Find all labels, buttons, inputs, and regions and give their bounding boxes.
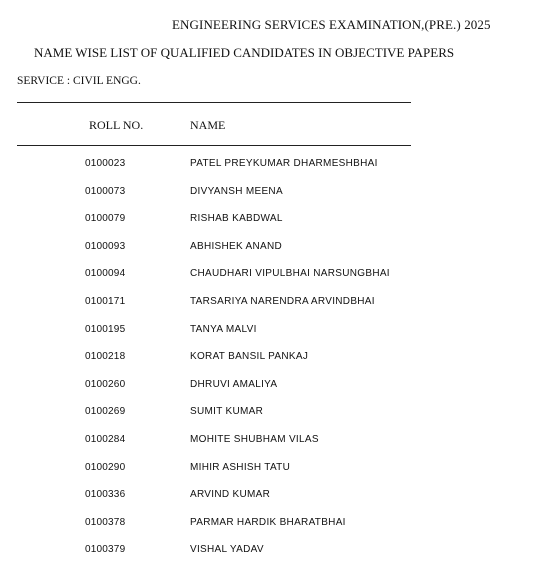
roll-number: 0100195 <box>85 323 126 335</box>
roll-number: 0100171 <box>85 295 126 307</box>
table-row <box>0 351 542 379</box>
roll-number: 0100094 <box>85 268 126 280</box>
candidate-name: TANYA MALVI <box>190 323 257 335</box>
table-row <box>0 406 542 434</box>
table-row <box>0 186 542 214</box>
table-row <box>0 241 542 269</box>
roll-number: 0100218 <box>85 351 126 363</box>
table-row <box>0 296 542 324</box>
roll-number: 0100379 <box>85 544 126 556</box>
candidate-name: PATEL PREYKUMAR DHARMESHBHAI <box>190 158 378 169</box>
candidate-name: ABHISHEK ANAND <box>190 240 283 252</box>
column-header-roll-no: ROLL NO. <box>89 118 144 132</box>
table-row <box>0 158 542 186</box>
candidate-name: KORAT BANSIL PANKAJ <box>190 351 309 363</box>
table-row <box>0 213 542 241</box>
candidate-name: VISHAL YADAV <box>190 544 264 556</box>
exam-title: ENGINEERING SERVICES EXAMINATION,(PRE.) 2025 <box>172 17 491 32</box>
candidate-name: ARVIND KUMAR <box>190 489 271 501</box>
roll-number: 0100284 <box>85 433 126 445</box>
roll-number: 0100093 <box>85 240 126 252</box>
table-row <box>0 268 542 296</box>
roll-number: 0100073 <box>85 185 126 197</box>
list-subtitle: NAME WISE LIST OF QUALIFIED CANDIDATES IN OBJECTIVE PAPERS <box>34 45 455 60</box>
candidate-name: CHAUDHARI VIPULBHAI NARSUNGBHAI <box>190 268 390 280</box>
candidate-name: RISHAB KABDWAL <box>190 213 283 225</box>
header-bottom-rule <box>17 145 411 146</box>
candidate-name: MIHIR ASHISH TATU <box>190 461 291 473</box>
candidate-name: DIVYANSH MEENA <box>190 185 283 197</box>
candidate-name: SUMIT KUMAR <box>190 406 264 418</box>
roll-number: 0100269 <box>85 406 126 418</box>
candidate-list <box>0 158 542 572</box>
table-row <box>0 544 542 572</box>
table-row <box>0 379 542 407</box>
roll-number: 0100290 <box>85 461 126 473</box>
roll-number: 0100260 <box>85 378 126 390</box>
candidate-name: TARSARIYA NARENDRA ARVINDBHAI <box>190 295 375 307</box>
roll-number: 0100378 <box>85 516 126 528</box>
table-row <box>0 324 542 352</box>
candidate-name: PARMAR HARDIK BHARATBHAI <box>190 516 346 528</box>
roll-number: 0100079 <box>85 213 126 225</box>
roll-number: 0100336 <box>85 489 126 501</box>
service-label: SERVICE : CIVIL ENGG. <box>17 75 141 87</box>
roll-number: 0100023 <box>85 158 126 169</box>
column-header-name: NAME <box>190 118 226 132</box>
table-row <box>0 434 542 462</box>
candidate-name: MOHITE SHUBHAM VILAS <box>190 433 319 445</box>
header-top-rule <box>17 102 411 103</box>
table-row <box>0 462 542 490</box>
table-row <box>0 489 542 517</box>
table-row <box>0 517 542 545</box>
candidate-name: DHRUVI AMALIYA <box>190 378 278 390</box>
